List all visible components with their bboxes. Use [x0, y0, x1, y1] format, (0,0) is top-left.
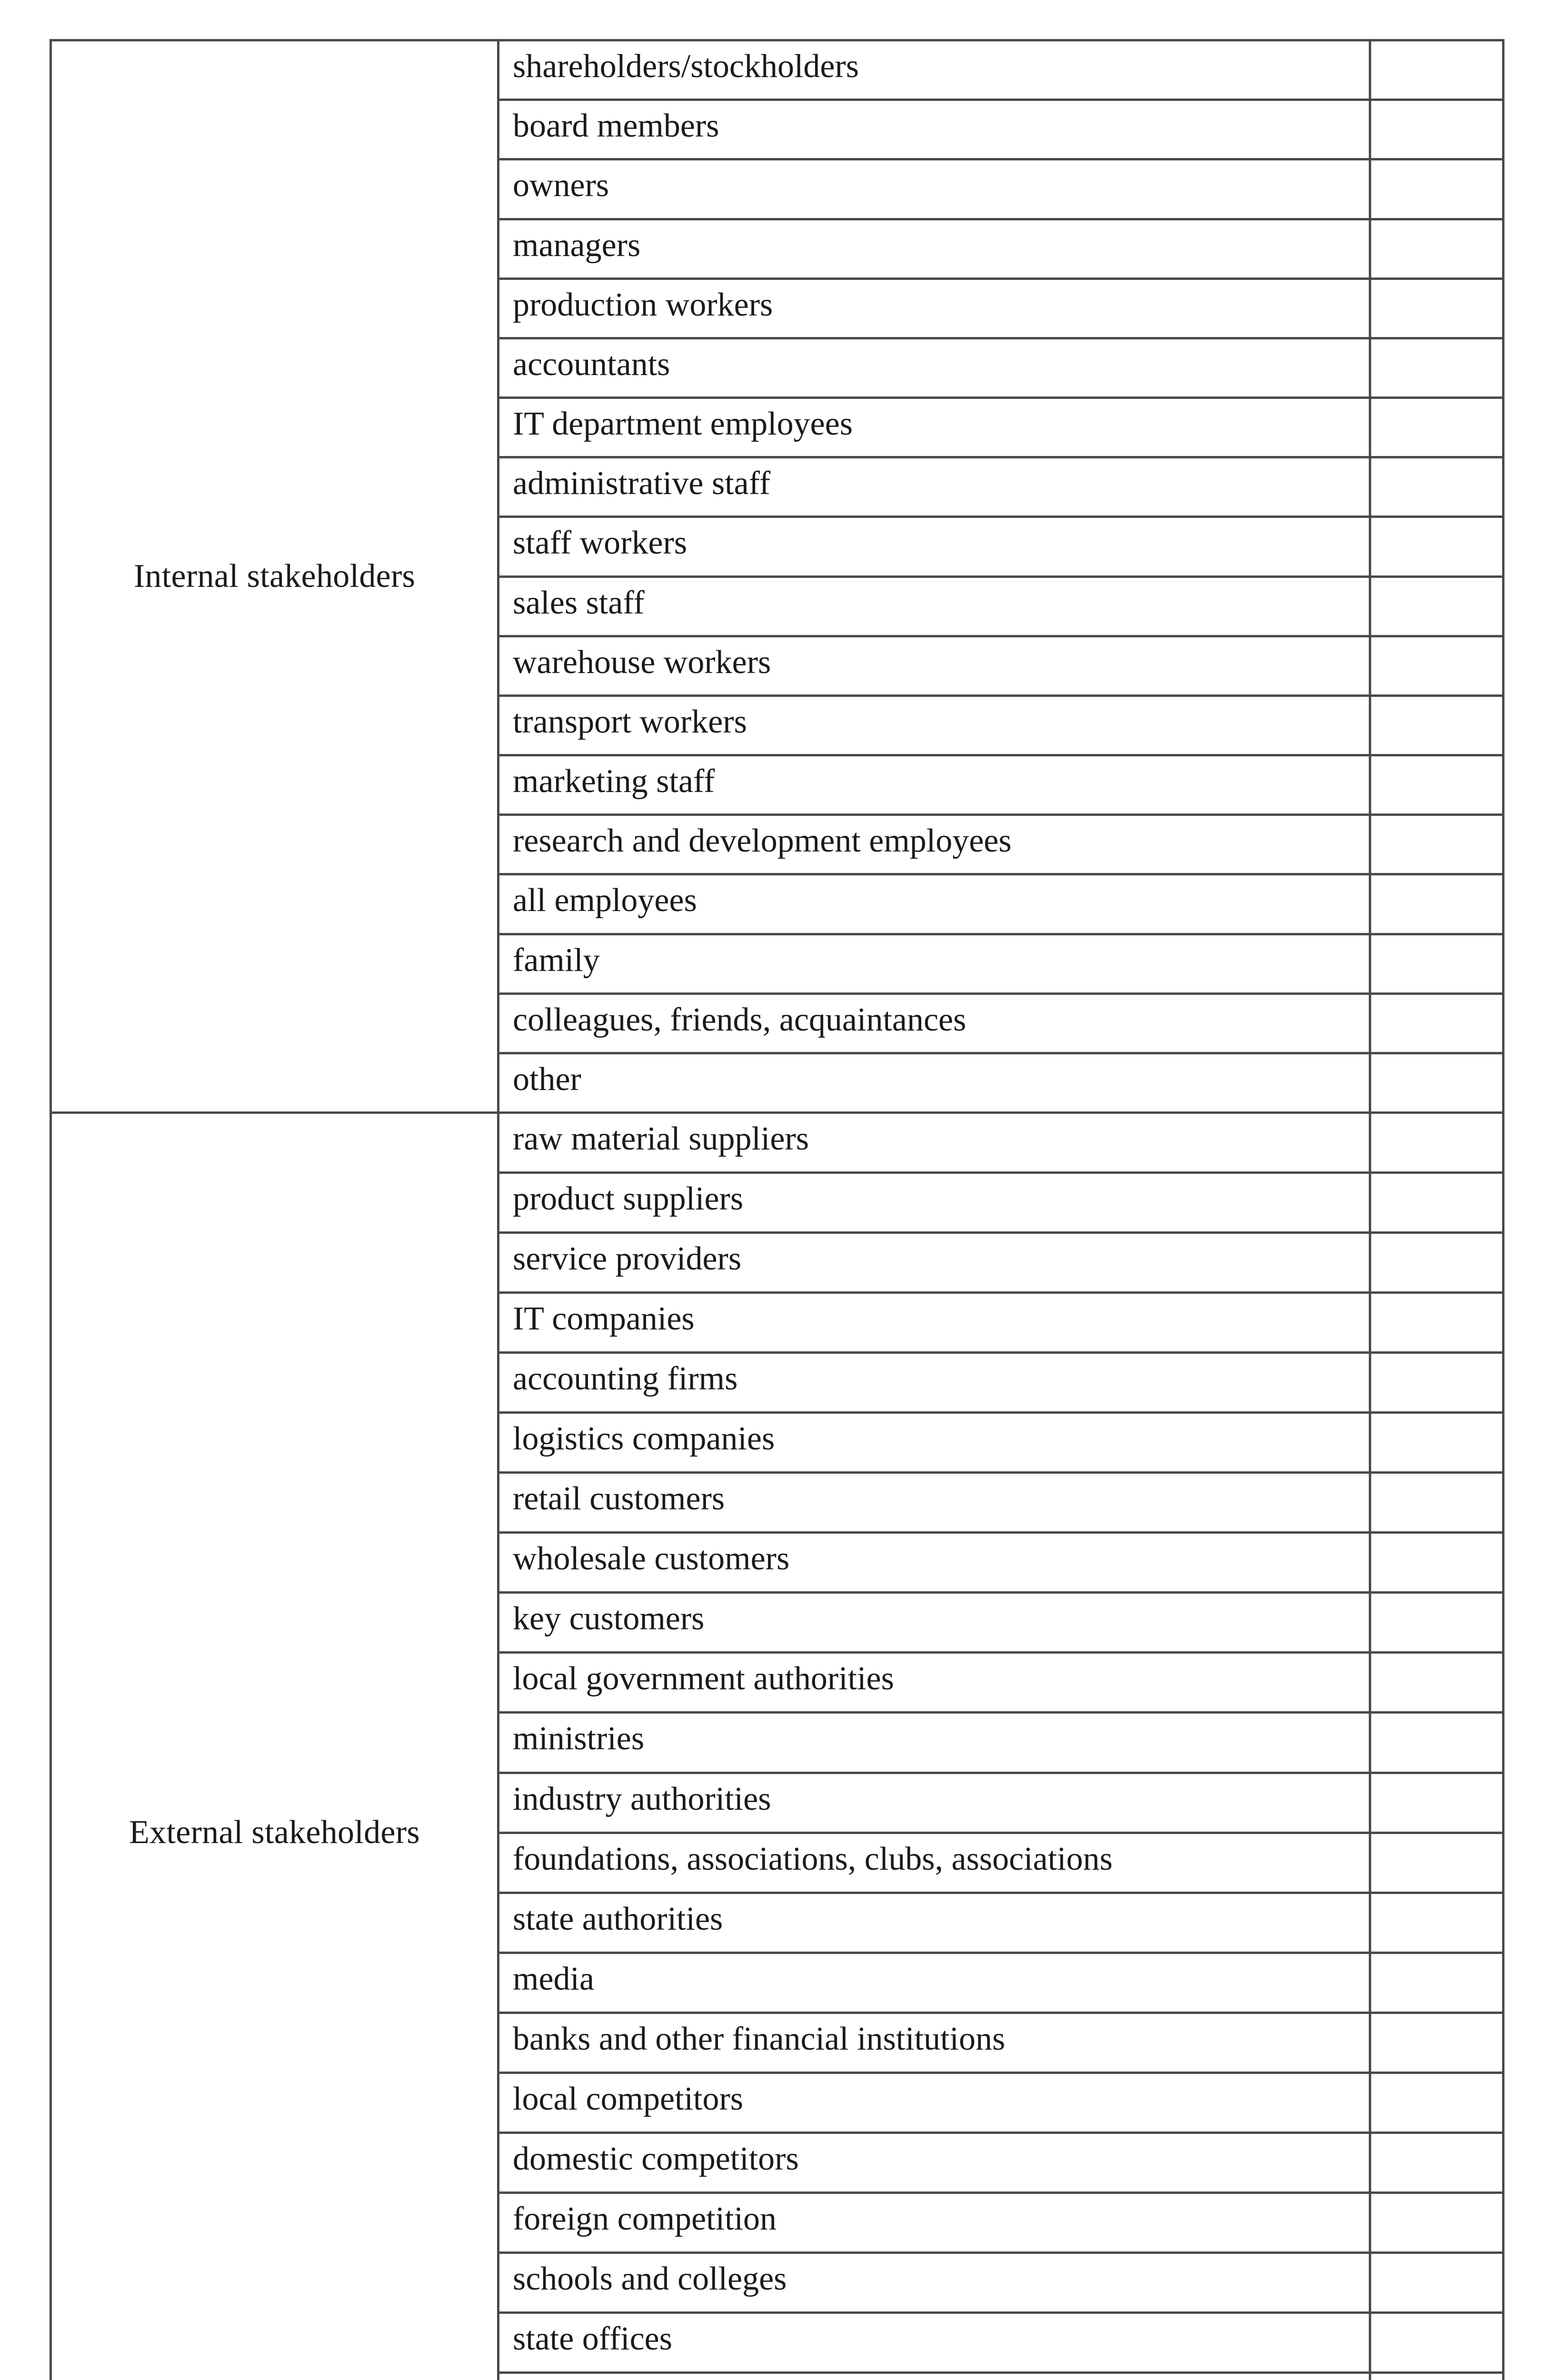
table-row — [499, 101, 1504, 160]
table-row — [499, 1834, 1504, 1894]
stakeholder-item-label: state offices — [513, 2320, 672, 2357]
table-row — [499, 1114, 1504, 1174]
table-row — [499, 1354, 1504, 1414]
stakeholder-item-label: staff workers — [513, 525, 687, 562]
table-row — [499, 41, 1504, 101]
answer-cell[interactable] — [1369, 399, 1504, 456]
answer-cell[interactable] — [1369, 995, 1504, 1052]
stakeholder-group-internal — [52, 41, 1502, 1114]
stakeholder-item-label: family — [513, 942, 600, 979]
stakeholder-item-label: key customers — [513, 1600, 705, 1637]
table-row — [499, 2254, 1504, 2314]
stakeholder-item-label: transport workers — [513, 703, 747, 740]
answer-cell[interactable] — [1369, 1174, 1504, 1231]
stakeholder-item-label: production workers — [513, 286, 773, 323]
answer-cell[interactable] — [1369, 220, 1504, 278]
stakeholder-item-label: owners — [513, 167, 609, 204]
group-label: External stakeholders — [52, 1114, 499, 2380]
stakeholder-table — [50, 39, 1504, 2380]
answer-cell[interactable] — [1369, 578, 1504, 635]
answer-cell[interactable] — [1369, 160, 1504, 218]
table-row — [499, 2134, 1504, 2194]
stakeholder-item-label: accounting firms — [513, 1360, 738, 1398]
stakeholder-item-label: IT department employees — [513, 406, 853, 443]
table-row — [499, 518, 1504, 577]
answer-cell[interactable] — [1369, 2254, 1504, 2311]
answer-cell[interactable] — [1369, 339, 1504, 397]
answer-cell[interactable] — [1369, 2374, 1504, 2380]
table-row — [499, 1894, 1504, 1954]
stakeholder-item-label: local competitors — [513, 2080, 744, 2117]
answer-cell[interactable] — [1369, 1234, 1504, 1291]
stakeholder-item-label: accountants — [513, 346, 670, 383]
table-row — [499, 2014, 1504, 2074]
answer-cell[interactable] — [1369, 756, 1504, 813]
table-row — [499, 637, 1504, 697]
table-row — [499, 1534, 1504, 1594]
group-rows — [499, 41, 1504, 1111]
stakeholder-group-external — [52, 1114, 1502, 2380]
stakeholder-item-label: retail customers — [513, 1480, 725, 1517]
table-row — [499, 2074, 1504, 2134]
stakeholder-item-label: foundations, associations, clubs, associations — [513, 1840, 1113, 1877]
table-row — [499, 2374, 1504, 2380]
table-row — [499, 220, 1504, 280]
table-row — [499, 1414, 1504, 1474]
answer-cell[interactable] — [1369, 41, 1504, 99]
answer-cell[interactable] — [1369, 1114, 1504, 1171]
table-row — [499, 280, 1504, 339]
answer-cell[interactable] — [1369, 2194, 1504, 2251]
answer-cell[interactable] — [1369, 1774, 1504, 1832]
stakeholder-item-label: warehouse workers — [513, 644, 771, 681]
table-row — [499, 160, 1504, 220]
table-row — [499, 578, 1504, 637]
group-label: Internal stakeholders — [52, 41, 499, 1111]
stakeholder-item-label: colleagues, friends, acquaintances — [513, 1001, 966, 1038]
stakeholder-item-label: sales staff — [513, 584, 645, 621]
answer-cell[interactable] — [1369, 1714, 1504, 1771]
answer-cell[interactable] — [1369, 1534, 1504, 1591]
answer-cell[interactable] — [1369, 1294, 1504, 1351]
stakeholder-item-label: ministries — [513, 1720, 645, 1757]
answer-cell[interactable] — [1369, 280, 1504, 337]
stakeholder-item-label: research and development employees — [513, 823, 1012, 860]
stakeholder-item-label: local government authorities — [513, 1660, 894, 1697]
stakeholder-item-label: schools and colleges — [513, 2260, 787, 2297]
answer-cell[interactable] — [1369, 935, 1504, 992]
stakeholder-item-label: board members — [513, 108, 719, 145]
table-row — [499, 816, 1504, 875]
answer-cell[interactable] — [1369, 637, 1504, 694]
answer-cell[interactable] — [1369, 458, 1504, 516]
table-row — [499, 1594, 1504, 1654]
table-row — [499, 1954, 1504, 2014]
table-row — [499, 697, 1504, 756]
answer-cell[interactable] — [1369, 1894, 1504, 1952]
answer-cell[interactable] — [1369, 518, 1504, 575]
answer-cell[interactable] — [1369, 1654, 1504, 1711]
stakeholder-item-label: wholesale customers — [513, 1540, 790, 1577]
answer-cell[interactable] — [1369, 1354, 1504, 1411]
answer-cell[interactable] — [1369, 2314, 1504, 2371]
stakeholder-item-label: media — [513, 1960, 595, 1997]
answer-cell[interactable] — [1369, 1054, 1504, 1111]
answer-cell[interactable] — [1369, 1474, 1504, 1531]
answer-cell[interactable] — [1369, 2014, 1504, 2072]
answer-cell[interactable] — [1369, 1414, 1504, 1471]
stakeholder-item-label: product suppliers — [513, 1180, 744, 1218]
stakeholder-item-label: domestic competitors — [513, 2140, 799, 2177]
answer-cell[interactable] — [1369, 1834, 1504, 1892]
stakeholder-item-label: service providers — [513, 1240, 742, 1278]
stakeholder-item-label: IT companies — [513, 1300, 695, 1338]
table-row — [499, 1654, 1504, 1714]
answer-cell[interactable] — [1369, 2134, 1504, 2192]
stakeholder-item-label: administrative staff — [513, 465, 771, 502]
table-row — [499, 2194, 1504, 2254]
table-row — [499, 2314, 1504, 2374]
stakeholder-item-label: raw material suppliers — [513, 1121, 809, 1157]
table-row — [499, 1054, 1504, 1111]
answer-cell[interactable] — [1369, 875, 1504, 932]
answer-cell[interactable] — [1369, 816, 1504, 873]
answer-cell[interactable] — [1369, 1594, 1504, 1651]
stakeholder-item-label: industry authorities — [513, 1780, 771, 1817]
stakeholder-item-label: shareholders/stockholders — [513, 48, 859, 85]
stakeholder-item-label: other — [513, 1061, 581, 1098]
table-row — [499, 1714, 1504, 1774]
stakeholder-item-label: state authorities — [513, 1900, 723, 1937]
table-row — [499, 339, 1504, 399]
table-row — [499, 1294, 1504, 1354]
table-row — [499, 1774, 1504, 1834]
stakeholder-item-label: marketing staff — [513, 763, 715, 800]
stakeholder-item-label: banks and other financial institutions — [513, 2020, 1006, 2057]
table-row — [499, 935, 1504, 995]
answer-cell[interactable] — [1369, 697, 1504, 754]
table-row — [499, 1234, 1504, 1294]
answer-cell[interactable] — [1369, 101, 1504, 158]
stakeholder-item-label: logistics companies — [513, 1420, 775, 1458]
stakeholder-item-label: managers — [513, 227, 641, 264]
table-row — [499, 399, 1504, 458]
table-row — [499, 458, 1504, 518]
table-row — [499, 1174, 1504, 1234]
table-row — [499, 1474, 1504, 1534]
table-row — [499, 756, 1504, 816]
table-row — [499, 995, 1504, 1054]
answer-cell[interactable] — [1369, 2074, 1504, 2132]
stakeholder-item-label: all employees — [513, 882, 697, 919]
stakeholder-item-label — [499, 2374, 1369, 2380]
stakeholder-item-label: foreign competition — [513, 2200, 777, 2237]
answer-cell[interactable] — [1369, 1954, 1504, 2012]
table-row — [499, 875, 1504, 935]
group-rows — [499, 1114, 1504, 2380]
